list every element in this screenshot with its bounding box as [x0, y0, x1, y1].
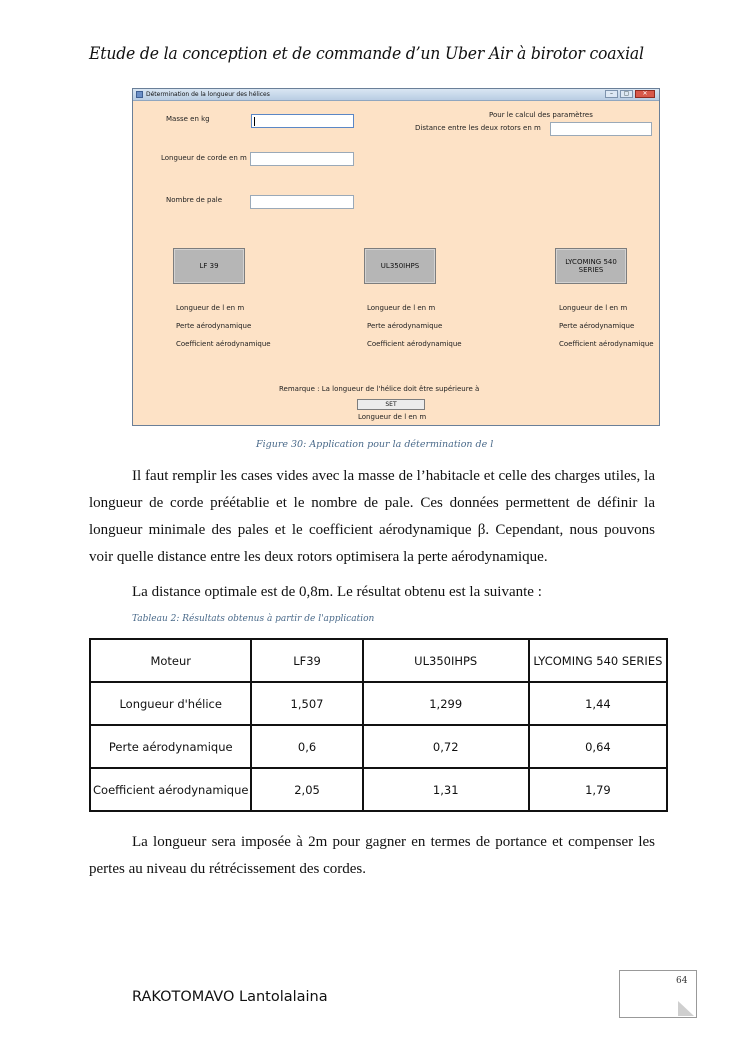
window-icon [136, 91, 143, 98]
engine-button-ul350ihps[interactable]: UL350IHPS [364, 248, 436, 284]
table-cell: Perte aérodynamique [90, 725, 251, 768]
text-caret [254, 117, 255, 126]
table-cell: 1,44 [529, 682, 667, 725]
table-header-cell: UL350IHPS [363, 639, 529, 682]
table-cell: 1,79 [529, 768, 667, 811]
engine-lf39-perte: Perte aérodynamique [176, 322, 252, 330]
table-cell: 0,72 [363, 725, 529, 768]
set-button[interactable]: SET [357, 399, 425, 410]
window-controls [605, 90, 655, 98]
app-window-title: Détermination de la longueur des hélices [146, 91, 270, 98]
engine-ul350ihps-coef: Coefficient aérodynamique [367, 340, 462, 348]
engine-lycoming-longueur: Longueur de l en m [559, 304, 628, 312]
pale-label: Nombre de pale [166, 196, 222, 204]
table-cell: Coefficient aérodynamique [90, 768, 251, 811]
engine-lf39-longueur: Longueur de l en m [176, 304, 245, 312]
engine-lf39-coef: Coefficient aérodynamique [176, 340, 271, 348]
table-cell: 0,64 [529, 725, 667, 768]
masse-input[interactable] [251, 114, 354, 128]
corde-label: Longueur de corde en m [161, 154, 247, 162]
close-icon[interactable]: ✕ [635, 90, 655, 98]
pale-input[interactable] [250, 195, 354, 209]
table-cell: Longueur d'hélice [90, 682, 251, 725]
table-header-cell: LF39 [251, 639, 362, 682]
corde-input[interactable] [250, 152, 354, 166]
app-titlebar [133, 89, 659, 101]
page-header-title: Etude de la conception et de commande d’un Uber Air à birotor coaxial [89, 44, 644, 64]
table-header-row [90, 639, 667, 682]
engine-button-lf39[interactable]: LF 39 [173, 248, 245, 284]
maximize-icon[interactable]: ▢ [620, 90, 633, 98]
table-header-cell: Moteur [90, 639, 251, 682]
engine-ul350ihps-perte: Perte aérodynamique [367, 322, 443, 330]
page-number: 64 [676, 976, 688, 986]
table-row [90, 682, 667, 725]
table-cell: 1,31 [363, 768, 529, 811]
remark-text: Remarque : La longueur de l'hélice doit être supérieure à [279, 385, 480, 393]
table-header-cell: LYCOMING 540 SERIES [529, 639, 667, 682]
table-row [90, 725, 667, 768]
distance-label: Distance entre les deux rotors en m [415, 124, 541, 132]
table-cell: 1,299 [363, 682, 529, 725]
figure-caption: Figure 30: Application pour la détermination de l [256, 439, 494, 450]
paragraph-3 [89, 829, 655, 883]
table-caption: Tableau 2: Résultats obtenus à partir de l'application [132, 614, 375, 624]
distance-input[interactable] [550, 122, 652, 136]
author-name: RAKOTOMAVO Lantolalaina [132, 989, 328, 1005]
table-row [90, 768, 667, 811]
engine-lycoming-coef: Coefficient aérodynamique [559, 340, 654, 348]
paragraph-1 [89, 463, 655, 571]
minimize-icon[interactable]: – [605, 90, 618, 98]
engine-button-lycoming-540[interactable]: LYCOMING 540 SERIES [555, 248, 627, 284]
page-fold-icon [678, 1001, 694, 1016]
table-cell: 1,507 [251, 682, 362, 725]
engine-lycoming-perte: Perte aérodynamique [559, 322, 635, 330]
masse-label: Masse en kg [166, 115, 210, 123]
engine-ul350ihps-longueur: Longueur de l en m [367, 304, 436, 312]
bottom-longueur-label: Longueur de l en m [358, 413, 427, 421]
app-window [132, 88, 660, 426]
paragraph-1-text: Il faut remplir les cases vides avec la masse de l’habitacle et celle des charges utiles, la longueur de corde préétablie et le nombre de pale. Ces données permettent de définir la longueur minimale des pales et le coefficient aérodynamique β. Cependant, nous pouvons voir quelle distance entre les deux rotors optimisera la perte aérodynamique. [89, 468, 655, 565]
table-cell: 0,6 [251, 725, 362, 768]
paragraph-2: La distance optimale est de 0,8m. Le résultat obtenu est la suivante : [132, 584, 542, 600]
paragraph-3-text: La longueur sera imposée à 2m pour gagner en termes de portance et compenser les pertes au niveau du rétrécissement des cordes. [89, 834, 655, 877]
results-table [89, 638, 668, 812]
params-heading: Pour le calcul des paramètres [489, 111, 593, 119]
table-cell: 2,05 [251, 768, 362, 811]
